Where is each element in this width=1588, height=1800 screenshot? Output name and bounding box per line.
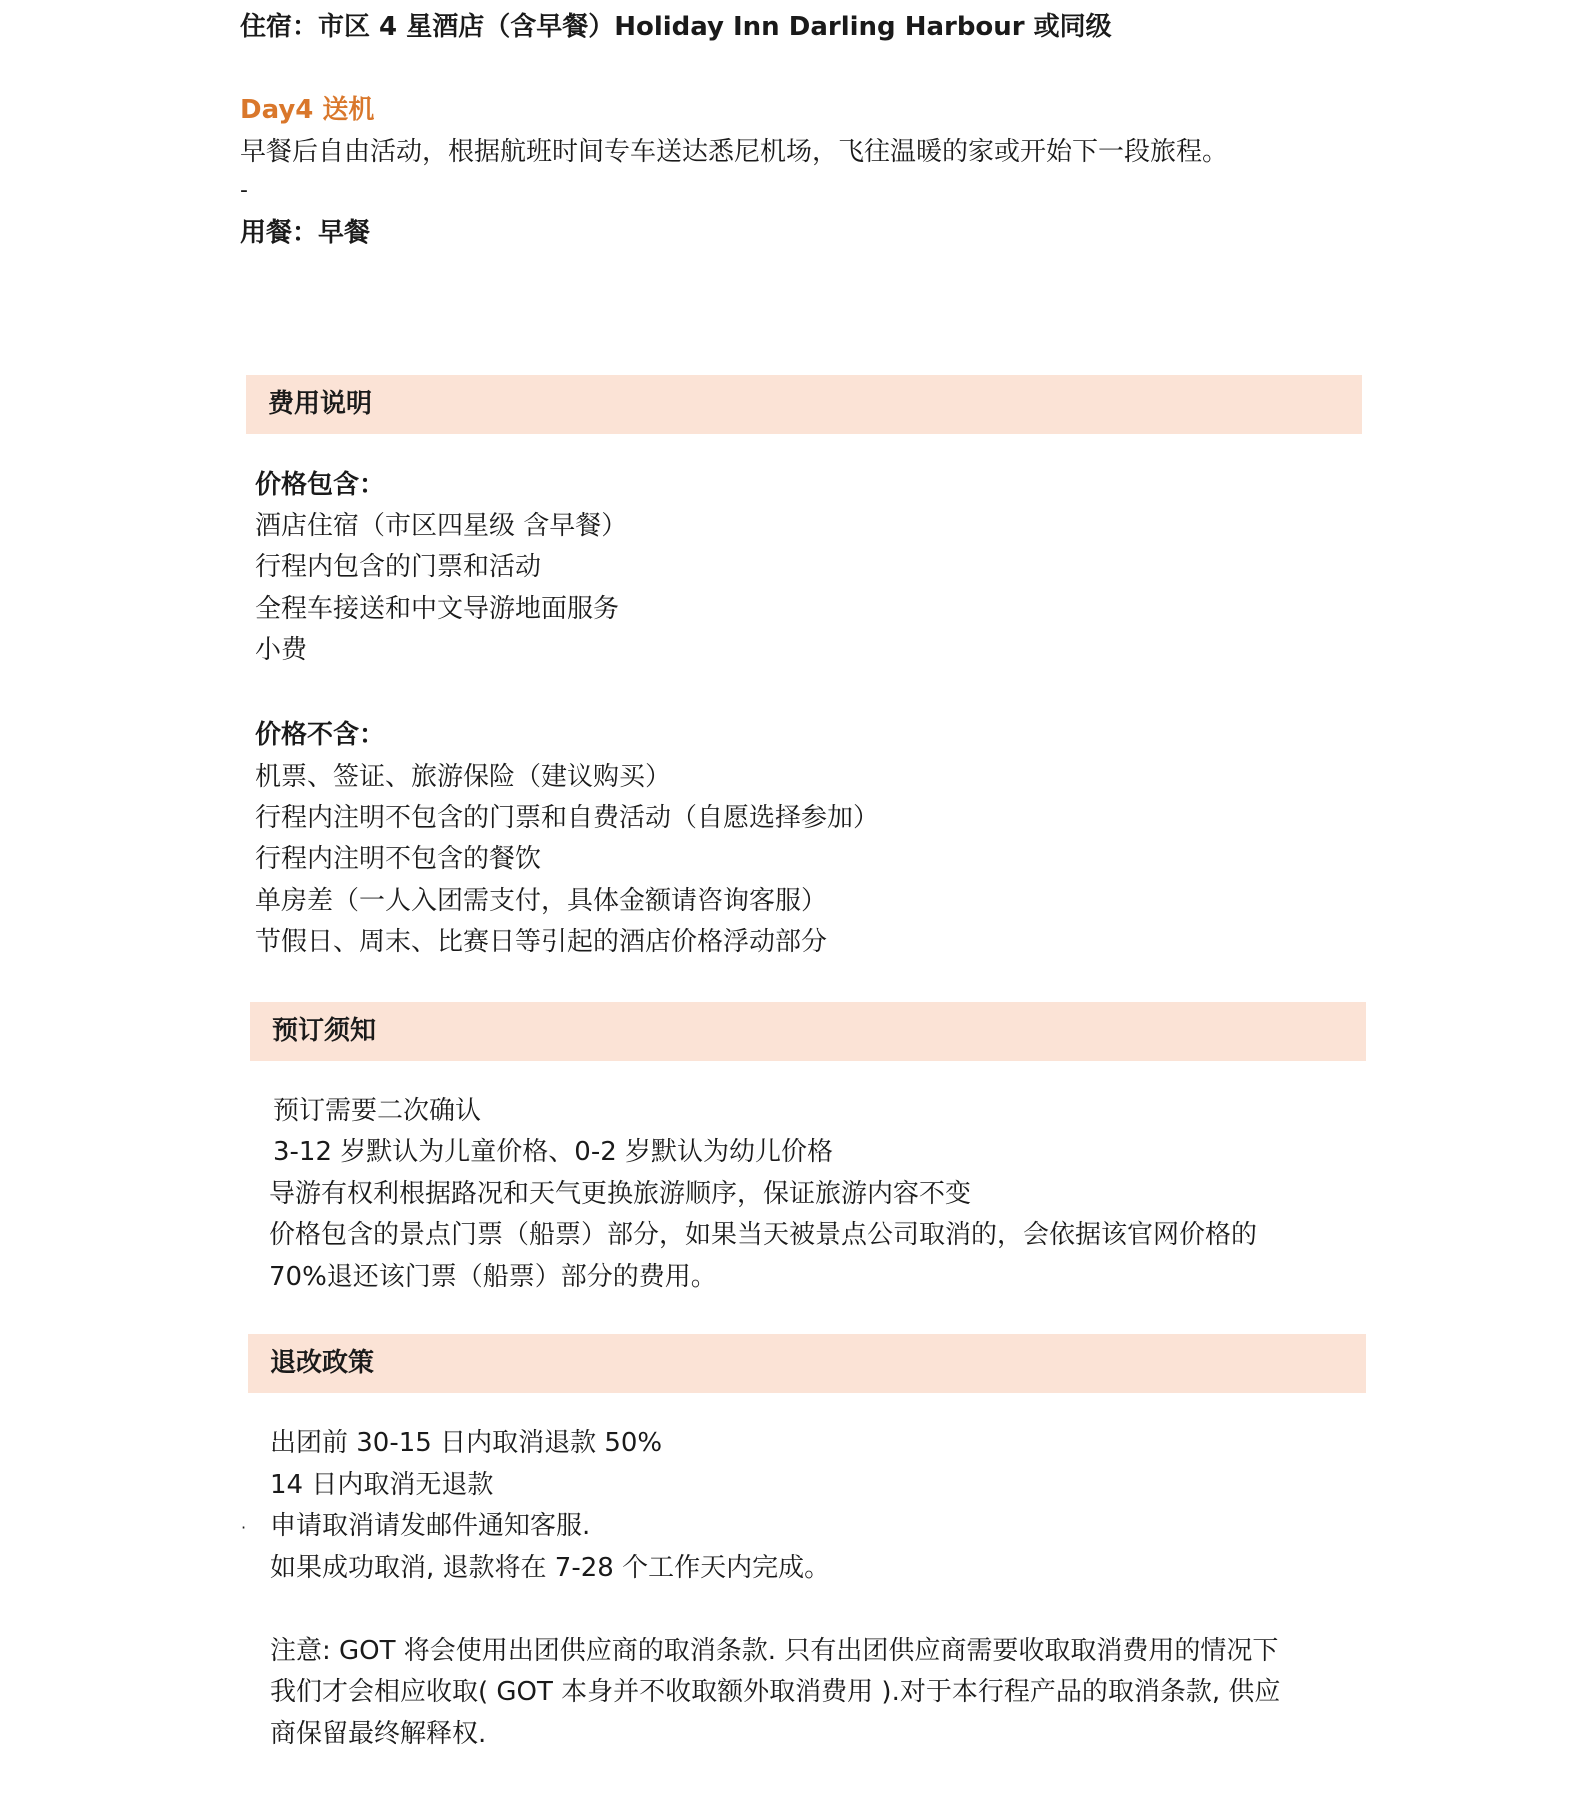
booking-item: 3-12 岁默认为儿童价格、0-2 岁默认为幼儿价格	[273, 1137, 834, 1167]
bullet-dot: ·	[241, 1518, 247, 1537]
booking-item: 预订需要二次确认	[273, 1096, 482, 1126]
day4-separator: -	[240, 178, 248, 203]
excluded-item: 行程内注明不包含的餐饮	[255, 844, 542, 874]
refund-item: 14 日内取消无退款	[270, 1470, 494, 1500]
refund-item: 出团前 30-15 日内取消退款 50%	[270, 1428, 663, 1458]
refund-note: 我们才会相应收取( GOT 本身并不收取额外取消费用 ).对于本行程产品的取消条款, 供应	[270, 1677, 1281, 1707]
day4-title: Day4 送机	[240, 95, 375, 125]
excluded-item: 行程内注明不包含的门票和自费活动（自愿选择参加）	[255, 803, 880, 833]
excluded-item: 机票、签证、旅游保险（建议购买）	[255, 762, 672, 792]
booking-item: 价格包含的景点门票（船票）部分，如果当天被景点公司取消的，会依据该官网价格的	[269, 1220, 1258, 1250]
refund-section-header	[248, 1334, 1366, 1393]
included-item: 小费	[255, 635, 308, 665]
fees-section-header	[246, 375, 1362, 434]
refund-note: 注意: GOT 将会使用出团供应商的取消条款. 只有出团供应商需要收取取消费用的情况下	[270, 1636, 1279, 1666]
booking-item: 导游有权利根据路况和天气更换旅游顺序，保证旅游内容不变	[269, 1179, 972, 1209]
refund-heading: 退改政策	[270, 1348, 375, 1378]
included-item: 全程车接送和中文导游地面服务	[255, 594, 620, 624]
lodging-line: 住宿：市区 4 星酒店（含早餐）Holiday Inn Darling Harbour 或同级	[240, 12, 1112, 42]
included-title: 价格包含：	[255, 470, 386, 500]
booking-item: 70%退还该门票（船票）部分的费用。	[269, 1262, 717, 1292]
fees-heading: 费用说明	[268, 389, 373, 419]
included-item: 酒店住宿（市区四星级 含早餐）	[255, 511, 628, 541]
refund-note: 商保留最终解释权.	[270, 1719, 487, 1749]
booking-heading: 预订须知	[272, 1016, 377, 1046]
excluded-item: 单房差（一人入团需支付，具体金额请咨询客服）	[255, 886, 828, 916]
booking-section-header	[250, 1002, 1366, 1061]
included-item: 行程内包含的门票和活动	[255, 552, 542, 582]
day4-description: 早餐后自由活动，根据航班时间专车送达悉尼机场，飞往温暖的家或开始下一段旅程。	[240, 137, 1229, 167]
excluded-item: 节假日、周末、比赛日等引起的酒店价格浮动部分	[255, 927, 828, 957]
refund-item: 申请取消请发邮件通知客服.	[270, 1511, 591, 1541]
day4-meals: 用餐：早餐	[240, 218, 371, 248]
excluded-title: 价格不含：	[255, 720, 386, 750]
refund-item: 如果成功取消, 退款将在 7-28 个工作天内完成。	[270, 1553, 831, 1583]
